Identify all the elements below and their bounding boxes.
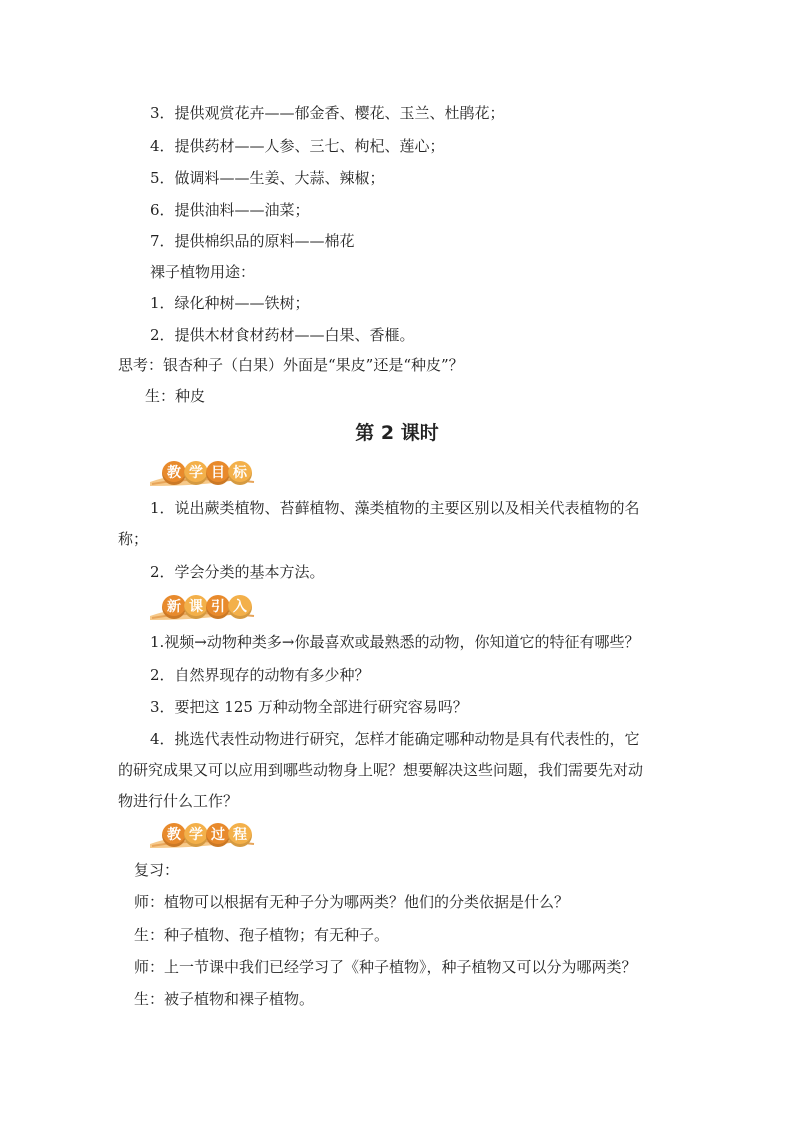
intro-badge: [148, 592, 258, 622]
use-item-7: 7．提供棉织品的原料——棉花: [150, 232, 355, 250]
badge-char: 目: [206, 461, 230, 485]
think-question: 思考：银杏种子（白果）外面是“果皮”还是“种皮”？: [118, 356, 464, 374]
process-badge: [148, 820, 258, 850]
gymnosperm-heading: 裸子植物用途：: [150, 263, 256, 281]
dialogue-line: 生：种子植物、孢子植物；有无种子。: [134, 926, 390, 944]
intro-item-4-line1: 4．挑选代表性动物进行研究，怎样才能确定哪种动物是具有代表性的，它: [150, 730, 640, 748]
lesson-title: 第 2 课时: [355, 422, 439, 444]
badge-char: 标: [228, 461, 252, 485]
badge-char: 教: [162, 461, 186, 485]
goal-item-2: 2．学会分类的基本方法。: [150, 563, 325, 581]
intro-item-4-line2: 的研究成果又可以应用到哪些动物身上呢？想要解决这些问题，我们需要先对动: [118, 761, 644, 779]
goals-badge: [148, 458, 258, 488]
use-item-5: 5．做调料——生姜、大蒜、辣椒；: [150, 169, 385, 187]
gymno-item-1: 1．绿化种树——铁树；: [150, 294, 310, 312]
intro-item-1: 1.视频→动物种类多→你最喜欢或最熟悉的动物，你知道它的特征有哪些？: [150, 633, 640, 651]
intro-item-3: 3．要把这 125 万种动物全部进行研究容易吗？: [150, 698, 468, 716]
intro-item-4-line3: 物进行什么工作？: [118, 792, 239, 810]
badge-char: 学: [184, 461, 208, 485]
student-answer: 生：种皮: [145, 387, 206, 405]
badge-char: 新: [162, 595, 186, 619]
badge-char: 入: [228, 595, 252, 619]
goal-item-1-line1: 1．说出蕨类植物、苔藓植物、藻类植物的主要区别以及相关代表植物的名: [150, 499, 640, 517]
use-item-3: 3．提供观赏花卉——郁金香、樱花、玉兰、杜鹃花；: [150, 104, 505, 122]
dialogue-line: 生：被子植物和裸子植物。: [134, 990, 315, 1008]
badge-char: 学: [184, 823, 208, 847]
gymno-item-2: 2．提供木材食材药材——白果、香榧。: [150, 326, 415, 344]
dialogue-line: 师：上一节课中我们已经学习了《种子植物》，种子植物又可以分为哪两类？: [134, 958, 637, 976]
badge-char: 过: [206, 823, 230, 847]
dialogue-line: 师：植物可以根据有无种子分为哪两类？他们的分类依据是什么？: [134, 893, 570, 911]
badge-char: 程: [228, 823, 252, 847]
goal-item-1-line2: 称；: [118, 530, 149, 548]
badge-char: 教: [162, 823, 186, 847]
review-label: 复习：: [134, 861, 180, 879]
badge-char: 课: [184, 595, 208, 619]
use-item-4: 4．提供药材——人参、三七、枸杞、莲心；: [150, 137, 445, 155]
intro-item-2: 2．自然界现存的动物有多少种？: [150, 666, 370, 684]
badge-char: 引: [206, 595, 230, 619]
use-item-6: 6．提供油料——油菜；: [150, 201, 310, 219]
